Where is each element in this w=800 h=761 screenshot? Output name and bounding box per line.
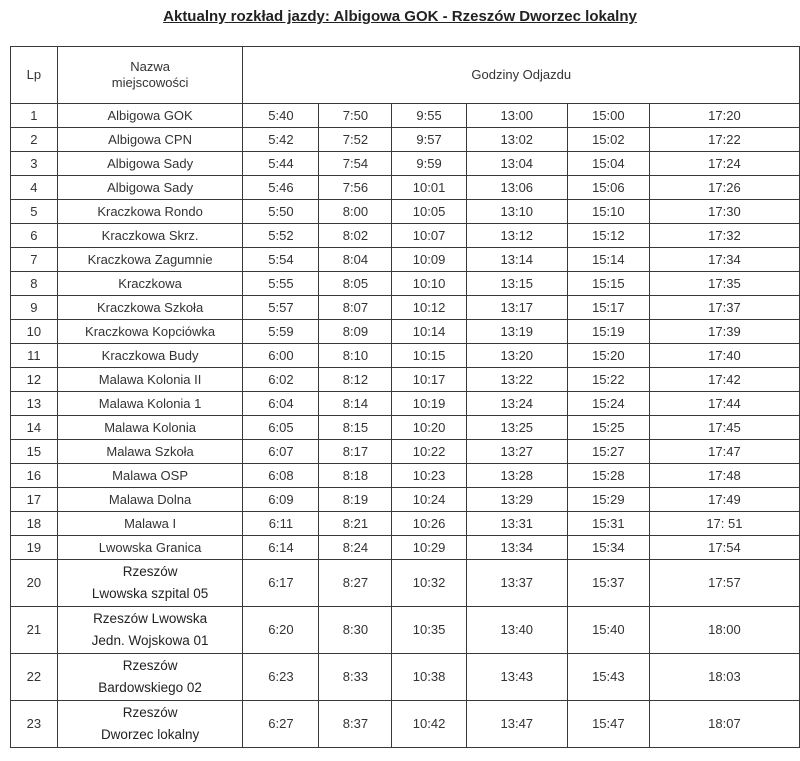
departure-time: 13:40 xyxy=(466,607,567,654)
departure-time: 5:55 xyxy=(243,272,319,296)
departure-time: 15:04 xyxy=(567,152,649,176)
departure-time: 8:09 xyxy=(319,320,392,344)
stop-name-line: Malawa Dolna xyxy=(108,491,192,507)
departure-time: 10:07 xyxy=(392,224,466,248)
departure-time: 10:35 xyxy=(392,607,466,654)
departure-time: 15:47 xyxy=(567,701,649,748)
row-number: 21 xyxy=(11,607,58,654)
stop-name xyxy=(57,368,243,392)
row-number: 22 xyxy=(11,654,58,701)
departure-time: 5:52 xyxy=(243,224,319,248)
departure-time: 13:43 xyxy=(466,654,567,701)
table-row xyxy=(11,440,800,464)
row-number: 19 xyxy=(11,536,58,560)
stop-name-line: Lwowska Granica xyxy=(98,539,202,555)
departure-time: 10:12 xyxy=(392,296,466,320)
table-row xyxy=(11,200,800,224)
departure-time: 13:28 xyxy=(466,464,567,488)
departure-time: 9:55 xyxy=(392,104,466,128)
departure-time: 8:18 xyxy=(319,464,392,488)
departure-time: 10:01 xyxy=(392,176,466,200)
departure-time: 18:07 xyxy=(649,701,799,748)
departure-time: 17:44 xyxy=(649,392,799,416)
row-number: 17 xyxy=(11,488,58,512)
departure-time: 5:44 xyxy=(243,152,319,176)
departure-time: 8:24 xyxy=(319,536,392,560)
departure-time: 10:32 xyxy=(392,560,466,607)
table-row xyxy=(11,654,800,701)
departure-time: 18:00 xyxy=(649,607,799,654)
departure-time: 9:59 xyxy=(392,152,466,176)
departure-time: 17:32 xyxy=(649,224,799,248)
departure-time: 8:05 xyxy=(319,272,392,296)
departure-time: 17:37 xyxy=(649,296,799,320)
departure-time: 6:14 xyxy=(243,536,319,560)
departure-time: 15:00 xyxy=(567,104,649,128)
departure-time: 10:17 xyxy=(392,368,466,392)
row-number: 14 xyxy=(11,416,58,440)
row-number: 2 xyxy=(11,128,58,152)
departure-time: 13:22 xyxy=(466,368,567,392)
departure-time: 13:25 xyxy=(466,416,567,440)
departure-time: 8:19 xyxy=(319,488,392,512)
departure-time: 6:00 xyxy=(243,344,319,368)
departure-time: 17:30 xyxy=(649,200,799,224)
departure-time: 6:08 xyxy=(243,464,319,488)
stop-name xyxy=(57,344,243,368)
table-row xyxy=(11,104,800,128)
stop-name xyxy=(57,560,243,607)
departure-time: 15:28 xyxy=(567,464,649,488)
departure-time: 13:24 xyxy=(466,392,567,416)
departure-time: 8:07 xyxy=(319,296,392,320)
departure-time: 13:14 xyxy=(466,248,567,272)
departure-time: 15:06 xyxy=(567,176,649,200)
departure-time: 13:06 xyxy=(466,176,567,200)
row-number: 7 xyxy=(11,248,58,272)
departure-time: 13:17 xyxy=(466,296,567,320)
departure-time: 15:29 xyxy=(567,488,649,512)
row-number: 5 xyxy=(11,200,58,224)
departure-time: 8:17 xyxy=(319,440,392,464)
stop-name xyxy=(57,440,243,464)
table-row xyxy=(11,128,800,152)
stop-name xyxy=(57,464,243,488)
table-row xyxy=(11,344,800,368)
departure-time: 17:39 xyxy=(649,320,799,344)
stop-name-line: Malawa Kolonia 1 xyxy=(98,395,202,411)
departure-time: 15:22 xyxy=(567,368,649,392)
row-number: 11 xyxy=(11,344,58,368)
table-row xyxy=(11,536,800,560)
departure-time: 15:20 xyxy=(567,344,649,368)
departure-time: 8:37 xyxy=(319,701,392,748)
departure-time: 8:21 xyxy=(319,512,392,536)
departure-time: 8:27 xyxy=(319,560,392,607)
departure-time: 6:09 xyxy=(243,488,319,512)
stop-name-line: Malawa I xyxy=(124,515,177,531)
stop-name-line: Albigowa GOK xyxy=(107,107,193,123)
stop-name-line: Rzeszów Lwowska xyxy=(93,611,208,626)
departure-time: 10:05 xyxy=(392,200,466,224)
table-row xyxy=(11,152,800,176)
departure-time: 17:54 xyxy=(649,536,799,560)
row-number: 8 xyxy=(11,272,58,296)
stop-name xyxy=(57,224,243,248)
row-number: 13 xyxy=(11,392,58,416)
stop-name xyxy=(57,104,243,128)
row-number: 1 xyxy=(11,104,58,128)
departure-time: 10:24 xyxy=(392,488,466,512)
departure-time: 10:09 xyxy=(392,248,466,272)
departure-time: 15:37 xyxy=(567,560,649,607)
name-header-line1: Nazwa xyxy=(130,59,170,74)
table-row xyxy=(11,392,800,416)
departure-time: 8:10 xyxy=(319,344,392,368)
stop-name xyxy=(57,488,243,512)
table-row xyxy=(11,512,800,536)
page-title: Aktualny rozkład jazdy: Albigowa GOK - Rzeszów Dworzec lokalny xyxy=(163,8,637,25)
timetable xyxy=(10,46,800,748)
departure-time: 6:17 xyxy=(243,560,319,607)
departure-time: 15:02 xyxy=(567,128,649,152)
departure-time: 7:56 xyxy=(319,176,392,200)
stop-name-line: Rzeszów xyxy=(122,658,178,673)
departure-time: 13:29 xyxy=(466,488,567,512)
departure-time: 10:14 xyxy=(392,320,466,344)
row-number: 6 xyxy=(11,224,58,248)
departure-time: 15:17 xyxy=(567,296,649,320)
table-row xyxy=(11,607,800,654)
timetable-body xyxy=(11,104,800,748)
table-row xyxy=(11,560,800,607)
departure-time: 8:15 xyxy=(319,416,392,440)
stop-name-line: Kraczkowa Zagumnie xyxy=(87,251,213,267)
row-number: 20 xyxy=(11,560,58,607)
table-row xyxy=(11,320,800,344)
departure-time: 13:12 xyxy=(466,224,567,248)
departure-time: 8:04 xyxy=(319,248,392,272)
departure-time: 15:31 xyxy=(567,512,649,536)
row-number: 12 xyxy=(11,368,58,392)
stop-name-line: Kraczkowa Kopciówka xyxy=(85,323,216,339)
row-number: 3 xyxy=(11,152,58,176)
row-number: 18 xyxy=(11,512,58,536)
departure-time: 5:46 xyxy=(243,176,319,200)
departure-time: 15:15 xyxy=(567,272,649,296)
departure-time: 13:27 xyxy=(466,440,567,464)
departure-time: 6:11 xyxy=(243,512,319,536)
departure-time: 10:23 xyxy=(392,464,466,488)
departure-time: 17:24 xyxy=(649,152,799,176)
table-row xyxy=(11,224,800,248)
table-row xyxy=(11,368,800,392)
departure-time: 10:22 xyxy=(392,440,466,464)
row-number: 16 xyxy=(11,464,58,488)
departure-time: 6:04 xyxy=(243,392,319,416)
times-header: Godziny Odjazdu xyxy=(243,47,800,104)
departure-time: 5:40 xyxy=(243,104,319,128)
departure-time: 10:15 xyxy=(392,344,466,368)
stop-name-line: Malawa Szkoła xyxy=(106,443,194,459)
departure-time: 13:00 xyxy=(466,104,567,128)
stop-name-line: Albigowa Sady xyxy=(107,155,194,171)
departure-time: 13:10 xyxy=(466,200,567,224)
stop-name xyxy=(57,272,243,296)
table-row xyxy=(11,464,800,488)
departure-time: 8:00 xyxy=(319,200,392,224)
departure-time: 8:02 xyxy=(319,224,392,248)
stop-name-line: Rzeszów xyxy=(122,564,178,579)
departure-time: 5:57 xyxy=(243,296,319,320)
stop-name-line: Kraczkowa Skrz. xyxy=(101,227,199,243)
stop-name-line: Albigowa CPN xyxy=(108,131,192,147)
departure-time: 6:23 xyxy=(243,654,319,701)
departure-time: 10:20 xyxy=(392,416,466,440)
stop-name-line: Kraczkowa xyxy=(118,275,182,291)
departure-time: 15:40 xyxy=(567,607,649,654)
stop-name xyxy=(57,320,243,344)
table-row xyxy=(11,272,800,296)
stop-name-line: Albigowa Sady xyxy=(107,179,194,195)
departure-time: 5:54 xyxy=(243,248,319,272)
departure-time: 17:42 xyxy=(649,368,799,392)
table-row xyxy=(11,296,800,320)
row-number: 9 xyxy=(11,296,58,320)
stop-name-line: Malawa Kolonia II xyxy=(98,371,202,387)
departure-time: 13:19 xyxy=(466,320,567,344)
stop-name-line: Malawa Kolonia xyxy=(104,419,196,435)
departure-time: 15:25 xyxy=(567,416,649,440)
stop-name xyxy=(57,536,243,560)
stop-name xyxy=(57,654,243,701)
departure-time: 13:34 xyxy=(466,536,567,560)
table-row xyxy=(11,488,800,512)
departure-time: 8:33 xyxy=(319,654,392,701)
stop-name-line: Kraczkowa Szkoła xyxy=(96,299,204,315)
departure-time: 17:26 xyxy=(649,176,799,200)
departure-time: 13:31 xyxy=(466,512,567,536)
stop-name xyxy=(57,176,243,200)
departure-time: 10:42 xyxy=(392,701,466,748)
departure-time: 17:20 xyxy=(649,104,799,128)
departure-time: 5:42 xyxy=(243,128,319,152)
departure-time: 17:48 xyxy=(649,464,799,488)
departure-time: 7:52 xyxy=(319,128,392,152)
stop-name xyxy=(57,248,243,272)
departure-time: 15:34 xyxy=(567,536,649,560)
departure-time: 6:02 xyxy=(243,368,319,392)
stop-name xyxy=(57,152,243,176)
stop-name-line: Malawa OSP xyxy=(112,467,189,483)
stop-name xyxy=(57,416,243,440)
departure-time: 10:29 xyxy=(392,536,466,560)
departure-time: 5:59 xyxy=(243,320,319,344)
departure-time: 15:27 xyxy=(567,440,649,464)
stop-name xyxy=(57,128,243,152)
row-number: 15 xyxy=(11,440,58,464)
departure-time: 9:57 xyxy=(392,128,466,152)
departure-time: 17:49 xyxy=(649,488,799,512)
departure-time: 6:27 xyxy=(243,701,319,748)
departure-time: 10:38 xyxy=(392,654,466,701)
row-number: 4 xyxy=(11,176,58,200)
stop-name-line: Kraczkowa Budy xyxy=(101,347,199,363)
name-header-line2: miejscowości xyxy=(111,75,189,90)
departure-time: 17: 51 xyxy=(649,512,799,536)
table-row xyxy=(11,416,800,440)
departure-time: 10:26 xyxy=(392,512,466,536)
table-row xyxy=(11,248,800,272)
departure-time: 6:20 xyxy=(243,607,319,654)
stop-name-line: Jedn. Wojskowa 01 xyxy=(91,633,209,648)
departure-time: 15:19 xyxy=(567,320,649,344)
stop-name-line: Lwowska szpital 05 xyxy=(91,586,209,601)
departure-time: 17:57 xyxy=(649,560,799,607)
stop-name xyxy=(57,296,243,320)
departure-time: 6:07 xyxy=(243,440,319,464)
departure-time: 13:47 xyxy=(466,701,567,748)
departure-time: 8:14 xyxy=(319,392,392,416)
departure-time: 13:37 xyxy=(466,560,567,607)
stop-name-line: Kraczkowa Rondo xyxy=(97,203,203,219)
departure-time: 7:50 xyxy=(319,104,392,128)
departure-time: 8:12 xyxy=(319,368,392,392)
stop-name xyxy=(57,512,243,536)
departure-time: 10:19 xyxy=(392,392,466,416)
departure-time: 10:10 xyxy=(392,272,466,296)
stop-name-line: Dworzec lokalny xyxy=(100,727,200,742)
departure-time: 8:30 xyxy=(319,607,392,654)
table-row xyxy=(11,701,800,748)
stop-name xyxy=(57,701,243,748)
departure-time: 15:24 xyxy=(567,392,649,416)
departure-time: 18:03 xyxy=(649,654,799,701)
stop-name xyxy=(57,607,243,654)
row-number: 10 xyxy=(11,320,58,344)
departure-time: 17:47 xyxy=(649,440,799,464)
departure-time: 13:04 xyxy=(466,152,567,176)
lp-header: Lp xyxy=(11,47,58,104)
departure-time: 17:34 xyxy=(649,248,799,272)
departure-time: 7:54 xyxy=(319,152,392,176)
stop-name-line: Bardowskiego 02 xyxy=(98,680,202,695)
stop-name xyxy=(57,200,243,224)
departure-time: 17:22 xyxy=(649,128,799,152)
departure-time: 15:10 xyxy=(567,200,649,224)
departure-time: 13:15 xyxy=(466,272,567,296)
stop-name xyxy=(57,392,243,416)
departure-time: 13:20 xyxy=(466,344,567,368)
departure-time: 15:43 xyxy=(567,654,649,701)
table-row xyxy=(11,176,800,200)
departure-time: 15:12 xyxy=(567,224,649,248)
departure-time: 17:40 xyxy=(649,344,799,368)
name-header xyxy=(57,47,243,104)
departure-time: 17:35 xyxy=(649,272,799,296)
departure-time: 6:05 xyxy=(243,416,319,440)
row-number: 23 xyxy=(11,701,58,748)
departure-time: 17:45 xyxy=(649,416,799,440)
stop-name-line: Rzeszów xyxy=(122,705,178,720)
departure-time: 13:02 xyxy=(466,128,567,152)
departure-time: 15:14 xyxy=(567,248,649,272)
departure-time: 5:50 xyxy=(243,200,319,224)
